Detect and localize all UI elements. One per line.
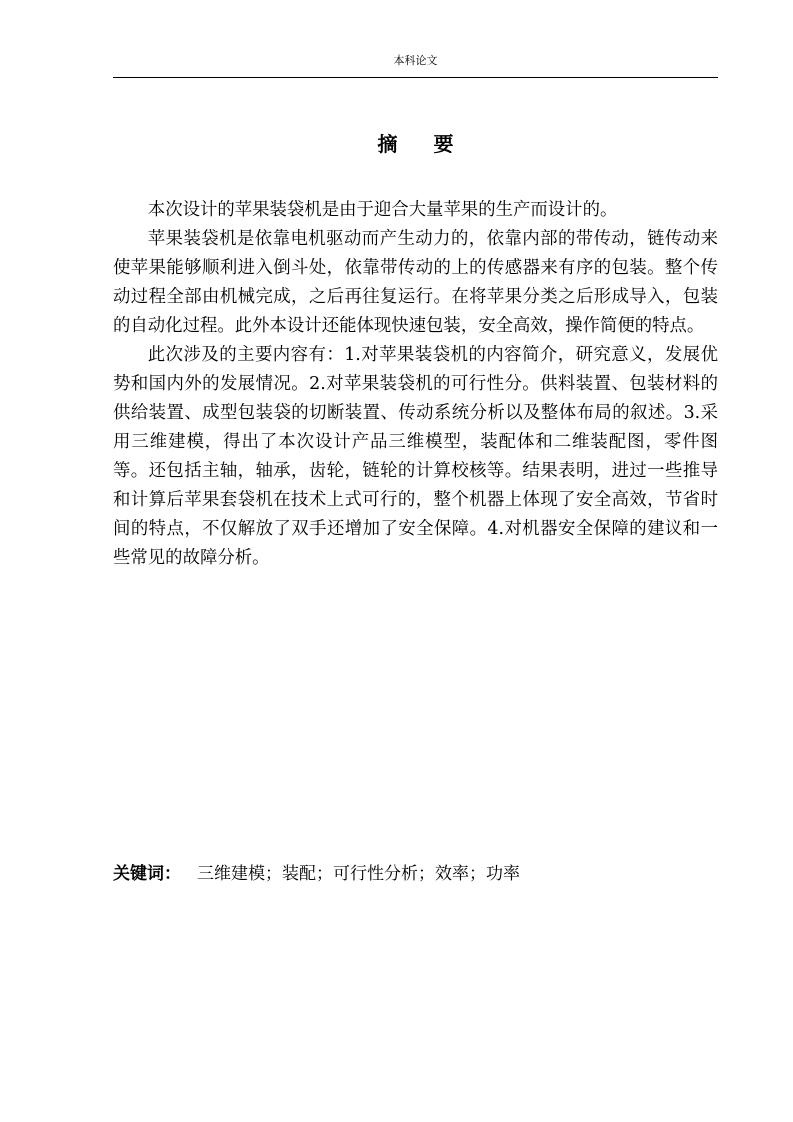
- abstract-body: [113, 196, 718, 573]
- keywords-value: 三维建模；装配；可行性分析；效率；功率: [197, 864, 520, 884]
- keywords-line: [113, 860, 718, 888]
- abstract-title: 摘要: [377, 132, 490, 156]
- abstract-paragraph: 此次涉及的主要内容有：1.对苹果装袋机的内容简介，研究意义，发展优势和国内外的发展情况。2.对苹果装袋机的可行性分。供料装置、包装材料的供给装置、成型包装袋的切断装置、传动系统分析以及整体布局的叙述。3.采用三维建模，得出了本次设计产品三维模型，装配体和二维装配图，零件图等。还包括主轴，轴承，齿轮，链轮的计算校核等。结果表明，进过一些推导和计算后苹果套袋机在技术上式可行的，整个机器上体现了安全高效，节省时间的特点，不仅解放了双手还增加了安全保障。4.对机器安全保障的建议和一些常见的故障分析。: [113, 345, 718, 568]
- header-title: 本科论文: [393, 54, 438, 67]
- abstract-paragraph: 本次设计的苹果装袋机是由于迎合大量苹果的生产而设计的。: [147, 200, 618, 220]
- page-header: [113, 51, 718, 78]
- keywords-label: 关键词：: [113, 864, 181, 884]
- abstract-paragraph: 苹果装袋机是依靠电机驱动而产生动力的，依靠内部的带传动，链传动来使苹果能够顺利进入倒斗处，依靠带传动的上的传感器来有序的包装。整个传动过程全部由机械完成，之后再往复运行。在将苹果分类之后形成导入，包装的自动化过程。此外本设计还能体现快速包装，安全高效，操作简便的特点。: [113, 229, 718, 336]
